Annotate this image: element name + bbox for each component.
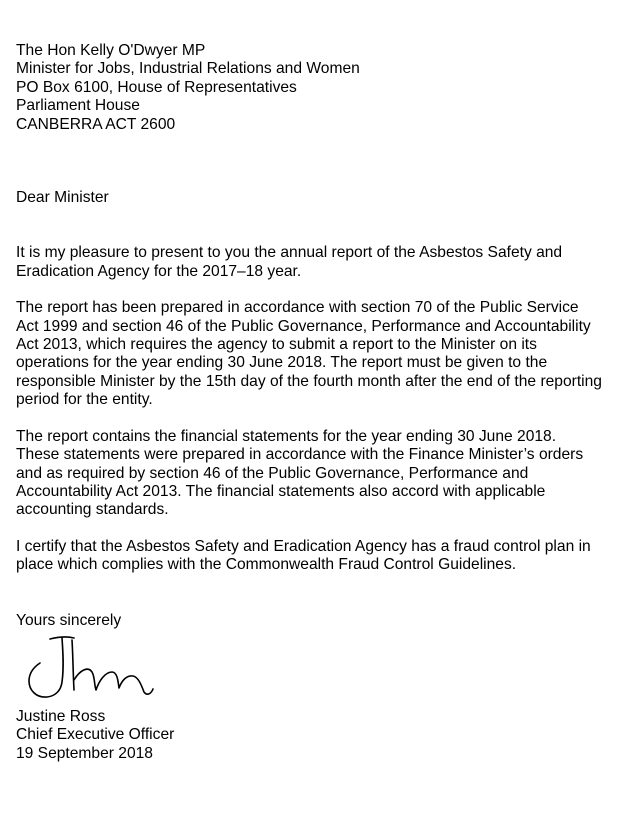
- closing: Yours sincerely: [16, 611, 122, 629]
- paragraph-line: Eradication Agency for the 2017–18 year.: [16, 262, 302, 280]
- paragraph-line: Accountability Act 2013. The financial statements also accord with applicable: [16, 482, 546, 500]
- paragraph-line: Act 2013, which requires the agency to submit a report to the Minister on its: [16, 336, 537, 354]
- recipient-position: Minister for Jobs, Industrial Relations and Women: [16, 60, 360, 78]
- paragraph-line: responsible Minister by the 15th day of the fourth month after the end of the reporting: [16, 372, 602, 390]
- paragraph-fraud-certification: [16, 538, 624, 575]
- paragraph-line: I certify that the Asbestos Safety and Eradication Agency has a fraud control plan in: [16, 537, 591, 555]
- letter-date: 19 September 2018: [16, 744, 153, 762]
- paragraph-line: accounting standards.: [16, 501, 169, 519]
- letter: [16, 42, 624, 763]
- handwritten-signature: [26, 634, 166, 700]
- paragraph-line: and as required by section 46 of the Public Governance, Performance and: [16, 464, 529, 482]
- paragraph-line: The report contains the financial statements for the year ending 30 June 2018.: [16, 427, 557, 445]
- recipient-address: [16, 42, 624, 134]
- recipient-address-line-2: Parliament House: [16, 97, 140, 115]
- paragraph-presentation: [16, 244, 624, 281]
- paragraph-line: These statements were prepared in accordance with the Finance Minister’s orders: [16, 446, 584, 464]
- recipient-name: The Hon Kelly O'Dwyer MP: [16, 42, 206, 59]
- recipient-city: CANBERRA ACT 2600: [16, 115, 176, 133]
- paragraph-preparation: [16, 299, 624, 409]
- paragraph-line: period for the entity.: [16, 391, 153, 409]
- paragraph-line: The report has been prepared in accordance with section 70 of the Public Service: [16, 299, 579, 317]
- signatory-title: Chief Executive Officer: [16, 726, 175, 744]
- signatory-name: Justine Ross: [16, 707, 106, 725]
- recipient-address-line-1: PO Box 6100, House of Representatives: [16, 78, 297, 96]
- paragraph-line: operations for the year ending 30 June 2018. The report must be given to the: [16, 354, 548, 372]
- salutation: Dear Minister: [16, 189, 109, 207]
- paragraph-line: place which complies with the Commonwealth Fraud Control Guidelines.: [16, 556, 517, 574]
- paragraph-line: It is my pleasure to present to you the annual report of the Asbestos Safety and: [16, 244, 563, 262]
- signatory-block: [16, 708, 624, 763]
- paragraph-financial-statements: [16, 428, 624, 520]
- paragraph-line: Act 1999 and section 46 of the Public Governance, Performance and Accountability: [16, 317, 591, 335]
